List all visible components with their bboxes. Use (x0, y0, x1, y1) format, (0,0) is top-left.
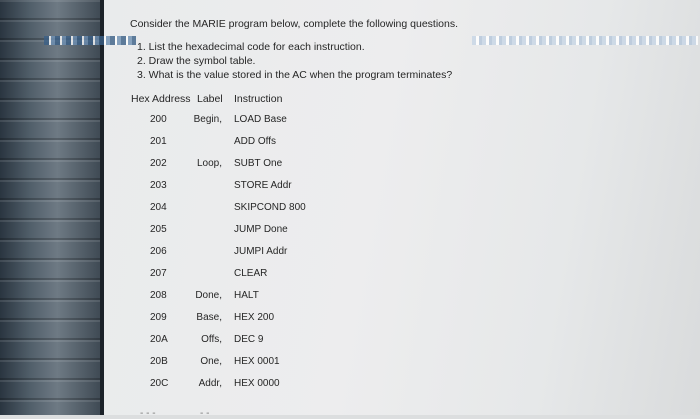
row-instruction: STORE Addr (234, 180, 292, 191)
blurred-highlight-right (472, 36, 698, 45)
row-address: 200 (150, 114, 167, 125)
row-address: 209 (150, 312, 167, 323)
row-label: Addr, (198, 378, 222, 389)
page-title: Consider the MARIE program below, complete the following questions. (130, 18, 459, 30)
row-label: Begin, (193, 114, 222, 125)
row-address: 20A (150, 334, 168, 345)
row-instruction: SUBT One (234, 158, 283, 169)
row-address: 20C (150, 378, 169, 389)
row-instruction: CLEAR (234, 268, 268, 279)
row-instruction: ADD Offs (234, 136, 277, 147)
row-instruction: JUMPI Addr (234, 246, 288, 257)
row-address: 205 (150, 224, 167, 235)
row-instruction: HEX 0000 (234, 378, 280, 389)
row-address: 20B (150, 356, 168, 367)
header-instruction: Instruction (234, 93, 283, 105)
row-address: 206 (150, 246, 167, 257)
blurred-highlight-left (44, 36, 136, 45)
header-hex-address: Hex Address (131, 93, 191, 105)
row-instruction: HALT (234, 290, 259, 301)
row-address: 207 (150, 268, 167, 279)
question-2: 2. Draw the symbol table. (137, 55, 256, 67)
background-siding (0, 0, 104, 415)
row-label: Loop, (196, 158, 222, 169)
row-instruction: HEX 0001 (234, 356, 280, 367)
row-address: 201 (150, 136, 167, 147)
question-1: 1. List the hexadecimal code for each instruction. (137, 41, 365, 53)
row-address: 204 (150, 202, 167, 213)
header-label: Label (197, 93, 223, 105)
row-label: Offs, (201, 334, 222, 345)
row-instruction: DEC 9 (234, 334, 264, 345)
row-instruction: SKIPCOND 800 (234, 202, 306, 213)
row-label: One, (200, 356, 222, 367)
cut-off-text-left: ‐ ‐ ‐ (140, 408, 156, 419)
row-instruction: JUMP Done (234, 224, 288, 235)
row-instruction: LOAD Base (234, 114, 287, 125)
row-label: Done, (195, 290, 222, 301)
row-label: Base, (196, 312, 222, 323)
row-address: 203 (150, 180, 167, 191)
question-3: 3. What is the value stored in the AC when the program terminates? (137, 69, 453, 81)
row-address: 202 (150, 158, 167, 169)
row-address: 208 (150, 290, 167, 301)
row-instruction: HEX 200 (234, 312, 275, 323)
cut-off-text-right: ‐ ‐ (200, 408, 210, 419)
